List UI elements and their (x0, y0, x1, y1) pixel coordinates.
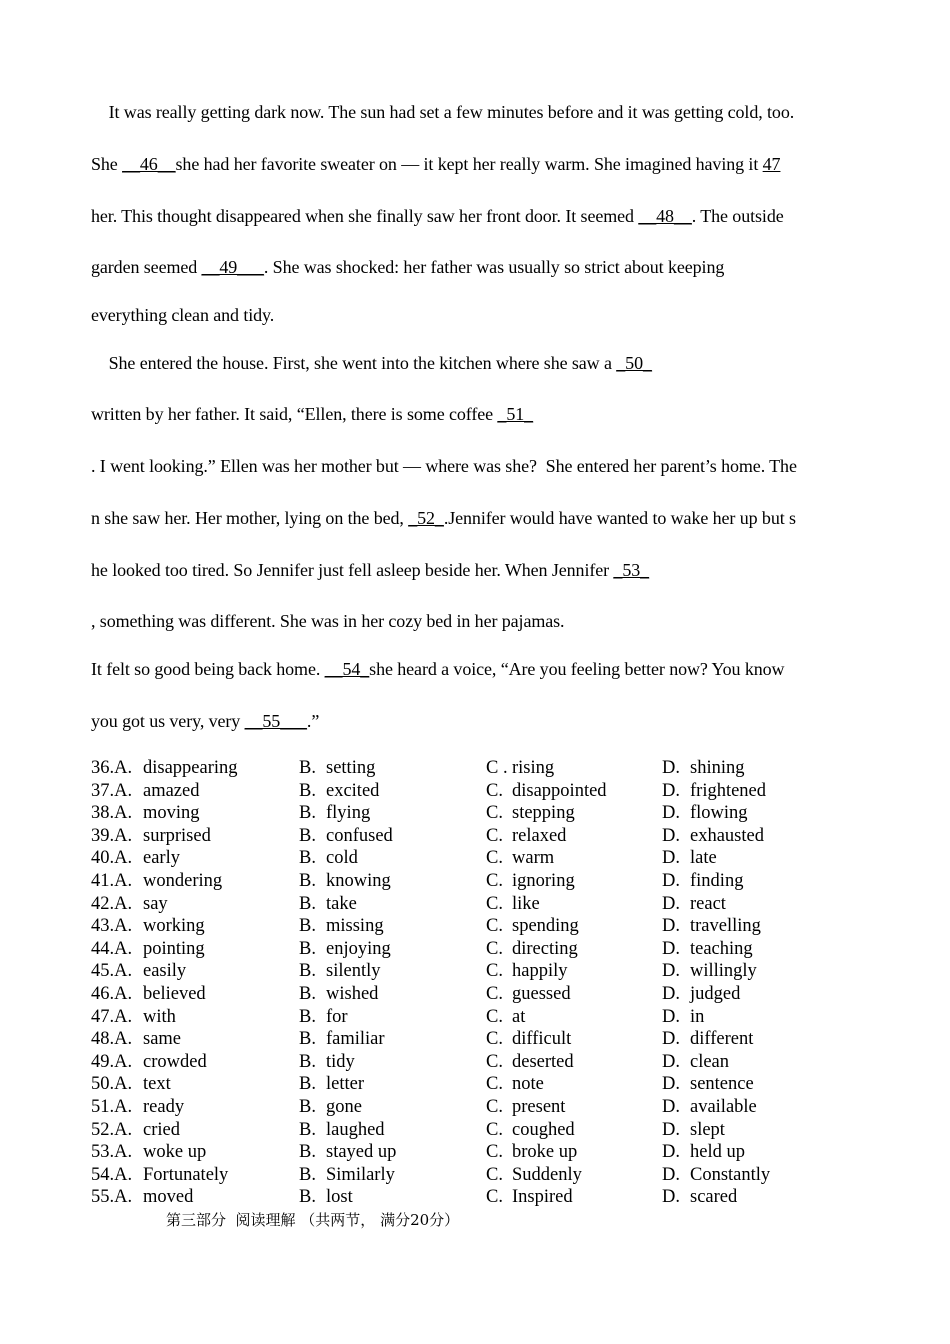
option-d: scared (690, 1187, 738, 1208)
option-c-label: C. (486, 961, 503, 982)
option-row (91, 938, 891, 961)
option-c-label: C. (486, 870, 503, 891)
option-b: gone (326, 1096, 362, 1117)
option-b-label: B. (299, 825, 316, 846)
option-d-label: D. (662, 1051, 680, 1072)
option-d: clean (690, 1051, 730, 1072)
option-d: held up (690, 1142, 745, 1163)
blank-54: __54_ (324, 659, 370, 679)
option-d: available (690, 1096, 757, 1117)
option-d-label: D. (662, 803, 680, 824)
blank-53: _53_ (613, 560, 650, 580)
option-a: pointing (143, 938, 205, 959)
passage-line: It was really getting dark now. The sun had set a few minutes before and it was getting cold, too. (91, 102, 795, 122)
passage-line: She entered the house. First, she went into the kitchen where she saw a _50_ (91, 353, 652, 373)
option-d-label: D. (662, 1119, 680, 1140)
option-c-label: C. (486, 1029, 503, 1050)
passage-line: . I went looking.” Ellen was her mother but — where was she? She entered her parent’s home. The (91, 456, 797, 476)
passage-line: n she saw her. Her mother, lying on the bed, _52_.Jennifer would have wanted to wake her up but s (91, 508, 796, 528)
option-d: late (690, 848, 717, 869)
option-c: difficult (512, 1029, 572, 1050)
option-c: relaxed (512, 825, 567, 846)
option-a: woke up (143, 1142, 207, 1163)
section-heading: 第三部分 阅读理解 （共两节， 满分20分） (166, 1211, 460, 1229)
option-c: guessed (512, 983, 571, 1004)
question-number: 54.A. (91, 1164, 133, 1185)
option-d: flowing (690, 803, 748, 824)
option-c-label: C. (486, 893, 503, 914)
option-row (91, 1186, 891, 1209)
option-d-label: D. (662, 780, 680, 801)
option-row (91, 1096, 891, 1119)
option-c: warm (512, 848, 555, 869)
question-number: 55.A. (91, 1187, 133, 1208)
passage-line: garden seemed __49___. She was shocked: her father was usually so strict about keeping (91, 257, 725, 277)
option-a: with (143, 1006, 176, 1027)
option-a: amazed (143, 780, 200, 801)
option-b: laughed (326, 1119, 385, 1140)
option-row (91, 960, 891, 983)
option-b: take (326, 893, 357, 914)
option-c-label: C. (486, 1051, 503, 1072)
passage-line: , something was different. She was in her cozy bed in her pajamas. (91, 611, 565, 631)
option-row (91, 1119, 891, 1142)
option-d-label: D. (662, 961, 680, 982)
option-b: missing (326, 916, 384, 937)
option-c-label: C. (486, 1187, 503, 1208)
option-b: letter (326, 1074, 365, 1095)
question-number: 51.A. (91, 1096, 133, 1117)
option-d: in (690, 1006, 705, 1027)
option-c-label: C. (486, 1142, 503, 1163)
question-number: 41.A. (91, 870, 133, 891)
question-number: 45.A. (91, 961, 133, 982)
option-b-label: B. (299, 1187, 316, 1208)
option-b-label: B. (299, 1164, 316, 1185)
question-number: 36.A. (91, 758, 133, 778)
question-number: 52.A. (91, 1119, 133, 1140)
option-d-label: D. (662, 1164, 680, 1185)
option-row (91, 825, 891, 848)
option-b-label: B. (299, 1074, 316, 1095)
option-a: early (143, 848, 180, 869)
option-b: stayed up (326, 1142, 397, 1163)
option-c: stepping (512, 803, 575, 824)
option-b: silently (326, 961, 381, 982)
blank-48: __48__ (638, 206, 692, 226)
option-row (91, 1164, 891, 1187)
passage-line: It felt so good being back home. __54_she heard a voice, “Are you feeling better now? You know (91, 659, 785, 679)
option-b-label: B. (299, 1006, 316, 1027)
option-d: travelling (690, 916, 761, 937)
option-d-label: D. (662, 893, 680, 914)
option-b-label: B. (299, 1142, 316, 1163)
option-row (91, 983, 891, 1006)
option-c: broke up (512, 1142, 578, 1163)
passage-line: you got us very, very __55___.” (91, 711, 320, 731)
option-b: Similarly (326, 1164, 395, 1185)
option-c: Suddenly (512, 1164, 582, 1185)
option-b: familiar (326, 1029, 385, 1050)
option-b: confused (326, 825, 393, 846)
option-d: slept (690, 1119, 725, 1140)
option-a: wondering (143, 870, 223, 891)
option-b: wished (326, 983, 379, 1004)
option-c-label: C. (486, 1074, 503, 1095)
option-d: react (690, 893, 726, 914)
option-b-label: B. (299, 1119, 316, 1140)
option-b-label: B. (299, 870, 316, 891)
option-d-label: D. (662, 1029, 680, 1050)
option-row (91, 780, 891, 803)
option-b-label: B. (299, 1051, 316, 1072)
option-c: ignoring (512, 870, 575, 891)
option-a: surprised (143, 825, 211, 846)
option-row (91, 847, 891, 870)
question-number: 43.A. (91, 916, 133, 937)
option-c: Inspired (512, 1187, 573, 1208)
option-c: directing (512, 938, 578, 959)
option-c-label: C. (486, 825, 503, 846)
question-number: 37.A. (91, 780, 133, 801)
blank-49: __49___ (201, 257, 264, 277)
options-list (91, 757, 891, 1209)
option-c-label: C. (486, 983, 503, 1004)
option-b: for (326, 1006, 348, 1027)
question-number: 42.A. (91, 893, 133, 914)
option-b-label: B. (299, 916, 316, 937)
option-c-label: C. (486, 1164, 503, 1185)
option-d-label: D. (662, 983, 680, 1004)
option-c: happily (512, 961, 568, 982)
option-d: shining (690, 758, 745, 778)
option-c-label: C. (486, 938, 503, 959)
option-b: excited (326, 780, 380, 801)
option-a: believed (143, 983, 206, 1004)
option-row (91, 1028, 891, 1051)
option-a: working (143, 916, 205, 937)
option-c: deserted (512, 1051, 574, 1072)
option-b-label: B. (299, 848, 316, 869)
option-a: moving (143, 803, 200, 824)
option-a: moved (143, 1187, 194, 1208)
blank-55: __55___ (244, 711, 307, 731)
option-c: spending (512, 916, 579, 937)
option-c-label: C . (486, 758, 508, 778)
option-row (91, 757, 891, 780)
option-d-label: D. (662, 1096, 680, 1117)
question-number: 49.A. (91, 1051, 133, 1072)
passage-line: everything clean and tidy. (91, 305, 275, 325)
option-c: note (512, 1074, 544, 1095)
option-b: enjoying (326, 938, 391, 959)
option-d-label: D. (662, 1074, 680, 1095)
option-d: frightened (690, 780, 767, 801)
option-row (91, 802, 891, 825)
option-a: same (143, 1029, 182, 1050)
option-c: rising (512, 758, 555, 778)
question-number: 53.A. (91, 1142, 133, 1163)
option-a: cried (143, 1119, 180, 1140)
option-c-label: C. (486, 780, 503, 801)
question-number: 38.A. (91, 803, 133, 824)
question-number: 48.A. (91, 1029, 133, 1050)
option-a: ready (143, 1096, 185, 1117)
option-d: judged (690, 983, 741, 1004)
option-b-label: B. (299, 983, 316, 1004)
option-d-label: D. (662, 1006, 680, 1027)
option-b: flying (326, 803, 371, 824)
option-b: lost (326, 1187, 353, 1208)
option-b-label: B. (299, 780, 316, 801)
option-a: disappearing (143, 758, 238, 778)
option-row (91, 1141, 891, 1164)
option-row (91, 1073, 891, 1096)
question-number: 44.A. (91, 938, 133, 959)
blank-52: _52_ (408, 508, 444, 528)
option-row (91, 893, 891, 916)
question-number: 39.A. (91, 825, 133, 846)
blank-46: __46__ (122, 154, 176, 174)
blank-50: _50_ (616, 353, 652, 373)
question-number: 40.A. (91, 848, 133, 869)
option-a: say (143, 893, 168, 914)
option-c: at (512, 1006, 526, 1027)
option-c-label: C. (486, 803, 503, 824)
question-number: 46.A. (91, 983, 133, 1004)
option-b-label: B. (299, 938, 316, 959)
option-c: coughed (512, 1119, 575, 1140)
option-c-label: C. (486, 916, 503, 937)
option-c-label: C. (486, 1119, 503, 1140)
option-a: text (143, 1074, 171, 1095)
option-b-label: B. (299, 1029, 316, 1050)
option-d: finding (690, 870, 744, 891)
option-d-label: D. (662, 870, 680, 891)
option-d-label: D. (662, 848, 680, 869)
option-b: setting (326, 758, 376, 778)
option-row (91, 870, 891, 893)
option-d: sentence (690, 1074, 754, 1095)
option-d: teaching (690, 938, 753, 959)
passage-line: written by her father. It said, “Ellen, there is some coffee _51_ (91, 404, 534, 424)
passage-line: She __46__she had her favorite sweater on — it kept her really warm. She imagined having it 47 (91, 154, 781, 174)
option-b: tidy (326, 1051, 355, 1072)
question-number: 47.A. (91, 1006, 133, 1027)
option-d-label: D. (662, 1187, 680, 1208)
option-d: Constantly (690, 1164, 771, 1185)
option-b-label: B. (299, 893, 316, 914)
option-d: different (690, 1029, 754, 1050)
option-c: present (512, 1096, 566, 1117)
option-b: knowing (326, 870, 391, 891)
blank-47: 47 (762, 154, 781, 174)
option-c-label: C. (486, 848, 503, 869)
option-b-label: B. (299, 961, 316, 982)
option-d: exhausted (690, 825, 764, 846)
option-row (91, 1051, 891, 1074)
option-b-label: B. (299, 1096, 316, 1117)
option-c-label: C. (486, 1096, 503, 1117)
option-b-label: B. (299, 803, 316, 824)
blank-51: _51_ (497, 404, 534, 424)
option-d: willingly (690, 961, 757, 982)
option-d-label: D. (662, 1142, 680, 1163)
option-c: like (512, 893, 540, 914)
option-row (91, 915, 891, 938)
option-c: disappointed (512, 780, 607, 801)
option-row (91, 1006, 891, 1029)
option-c-label: C. (486, 1006, 503, 1027)
option-d-label: D. (662, 916, 680, 937)
option-a: easily (143, 961, 187, 982)
passage-line: her. This thought disappeared when she finally saw her front door. It seemed __48__. The outside (91, 206, 784, 226)
option-d-label: D. (662, 938, 680, 959)
option-d-label: D. (662, 825, 680, 846)
option-a: Fortunately (143, 1164, 229, 1185)
option-a: crowded (143, 1051, 207, 1072)
question-number: 50.A. (91, 1074, 133, 1095)
passage-line: he looked too tired. So Jennifer just fell asleep beside her. When Jennifer _53_ (91, 560, 650, 580)
option-b-label: B. (299, 758, 316, 778)
option-b: cold (326, 848, 358, 869)
option-d-label: D. (662, 758, 680, 778)
